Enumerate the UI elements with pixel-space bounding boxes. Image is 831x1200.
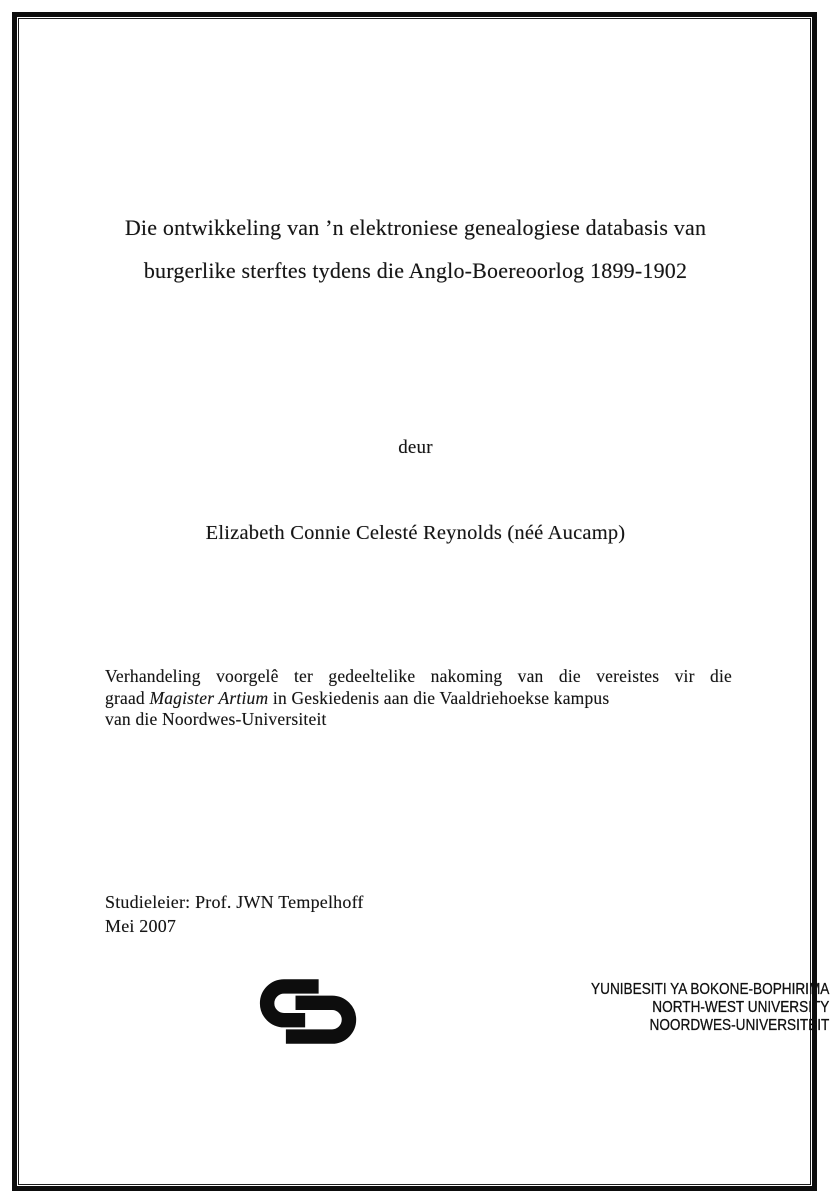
thesis-title [70, 206, 761, 292]
supervisor-block [105, 890, 364, 938]
nwu-logo [257, 971, 831, 1056]
degree-statement-line-2 [105, 688, 732, 710]
supervisor-line: Studieleier: Prof. JWN Tempelhoff [105, 892, 364, 912]
date-line: Mei 2007 [105, 916, 177, 936]
thesis-title-line-1: Die ontwikkeling van ’n elektroniese genealogiese databasis van [124, 215, 707, 240]
logo-text-line-setswana: YUNIBESITI YA BOKONE-BOPHIRIMA [590, 981, 829, 998]
byline-deur: deur [398, 437, 433, 458]
logo-text-line-english: NORTH-WEST UNIVERSITY [651, 999, 829, 1016]
degree-statement-line-3: van die Noordwes-Universiteit [105, 709, 327, 729]
degree-statement [105, 666, 732, 731]
degree-name-italic: Magister Artium [149, 687, 269, 708]
degree-statement-line-1: Verhandeling voorgelê ter gedeeltelike nakoming van die vereistes vir die [105, 666, 732, 686]
degree-statement-line-2-suffix: in Geskiedenis aan die Vaaldriehoekse kampus [268, 687, 610, 708]
logo-text-line-afrikaans: NOORDWES-UNIVERSITEIT [649, 1017, 829, 1034]
thesis-title-line-2: burgerlike sterftes tydens die Anglo-Boereoorlog 1899-1902 [143, 258, 688, 283]
nwu-logo-mark-interlocking-links-icon [257, 971, 361, 1052]
degree-statement-line-2-prefix: graad [105, 687, 150, 708]
author-name: Elizabeth Connie Celesté Reynolds (néé Aucamp) [205, 522, 626, 544]
nwu-logo-wordmark [591, 981, 829, 1035]
